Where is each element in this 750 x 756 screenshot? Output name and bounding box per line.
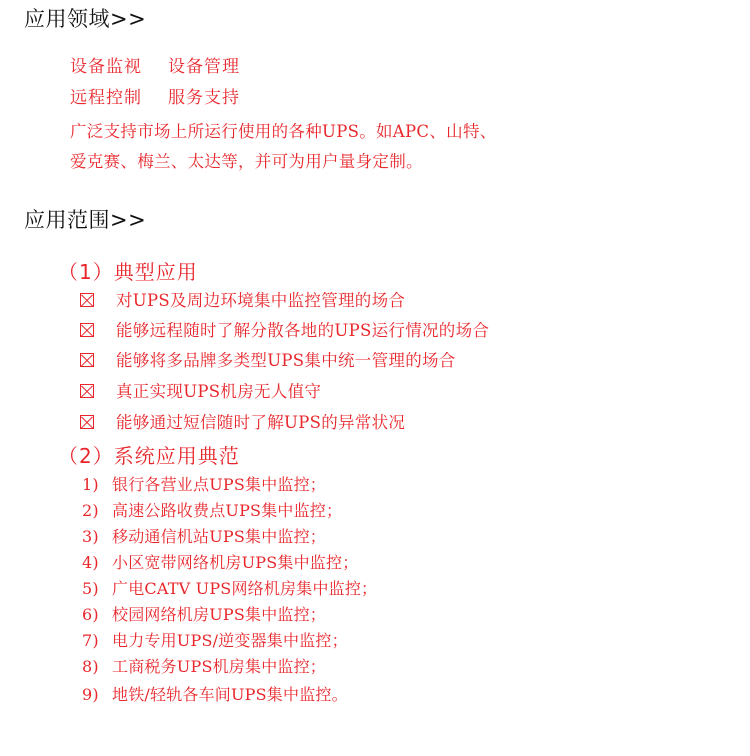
example-item-text: 电力专用UPS/逆变器集中监控； bbox=[112, 631, 348, 650]
application-scope-heading: 应用范围>> bbox=[24, 208, 147, 232]
example-item-text: 广电CATV UPS网络机房集中监控； bbox=[112, 579, 378, 598]
example-item bbox=[82, 602, 326, 625]
example-item-number: 7) bbox=[82, 631, 99, 650]
example-item-text: 银行各营业点UPS集中监控； bbox=[112, 475, 327, 494]
example-item bbox=[82, 524, 326, 547]
checkbox-crossed-icon bbox=[80, 415, 94, 429]
fields-line-2 bbox=[70, 83, 240, 108]
typical-item-text: 对UPS及周边环境集中监控管理的场合 bbox=[116, 291, 406, 310]
example-item bbox=[82, 576, 377, 599]
typical-item-text: 能够通过短信随时了解UPS的异常状况 bbox=[116, 413, 406, 432]
example-item-number: 4) bbox=[82, 553, 99, 572]
checkbox-crossed-icon bbox=[80, 293, 94, 307]
system-examples-heading: （2）系统应用典范 bbox=[58, 444, 240, 468]
application-fields-heading: 应用领域>> bbox=[24, 7, 147, 31]
checkbox-crossed-icon bbox=[80, 353, 94, 367]
example-item-number: 1) bbox=[82, 475, 99, 494]
typical-item-text: 真正实现UPS机房无人值守 bbox=[116, 382, 322, 401]
field-management: 设备管理 bbox=[168, 57, 240, 77]
fields-description-line-1: 广泛支持市场上所运行使用的各种UPS。如APC、山特、 bbox=[70, 122, 497, 141]
typical-item bbox=[80, 347, 456, 371]
example-item-text: 校园网络机房UPS集中监控； bbox=[112, 605, 327, 624]
example-item-text: 小区宽带网络机房UPS集中监控； bbox=[112, 553, 359, 572]
example-item-number: 6) bbox=[82, 605, 99, 624]
example-item bbox=[82, 498, 342, 521]
checkbox-crossed-icon bbox=[80, 323, 94, 337]
example-item bbox=[82, 628, 348, 651]
example-item-number: 3) bbox=[82, 527, 99, 546]
example-item-number: 5) bbox=[82, 579, 99, 598]
example-item-text: 地铁/轻轨各车间UPS集中监控。 bbox=[112, 685, 348, 704]
typical-item bbox=[80, 378, 321, 402]
typical-item-text: 能够远程随时了解分散各地的UPS运行情况的场合 bbox=[116, 321, 490, 340]
field-remote-control: 远程控制 bbox=[70, 88, 142, 108]
field-service-support: 服务支持 bbox=[168, 88, 240, 108]
example-item bbox=[82, 472, 326, 495]
fields-line-1 bbox=[70, 52, 240, 77]
checkbox-crossed-icon bbox=[80, 384, 94, 398]
typical-applications-heading: （1）典型应用 bbox=[58, 260, 198, 284]
typical-item bbox=[80, 409, 405, 433]
example-item-text: 工商税务UPS机房集中监控； bbox=[112, 657, 327, 676]
example-item-number: 8) bbox=[82, 657, 99, 676]
typical-item bbox=[80, 287, 405, 311]
example-item bbox=[82, 682, 348, 705]
example-item bbox=[82, 550, 358, 573]
typical-item bbox=[80, 317, 489, 341]
example-item-number: 2) bbox=[82, 501, 99, 520]
fields-description-line-2: 爱克赛、梅兰、太达等，并可为用户量身定制。 bbox=[70, 152, 423, 171]
field-monitoring: 设备监视 bbox=[70, 57, 142, 77]
example-item bbox=[82, 654, 326, 677]
typical-item-text: 能够将多品牌多类型UPS集中统一管理的场合 bbox=[116, 351, 456, 370]
example-item-number: 9) bbox=[82, 685, 99, 704]
example-item-text: 移动通信机站UPS集中监控； bbox=[112, 527, 327, 546]
example-item-text: 高速公路收费点UPS集中监控； bbox=[112, 501, 343, 520]
